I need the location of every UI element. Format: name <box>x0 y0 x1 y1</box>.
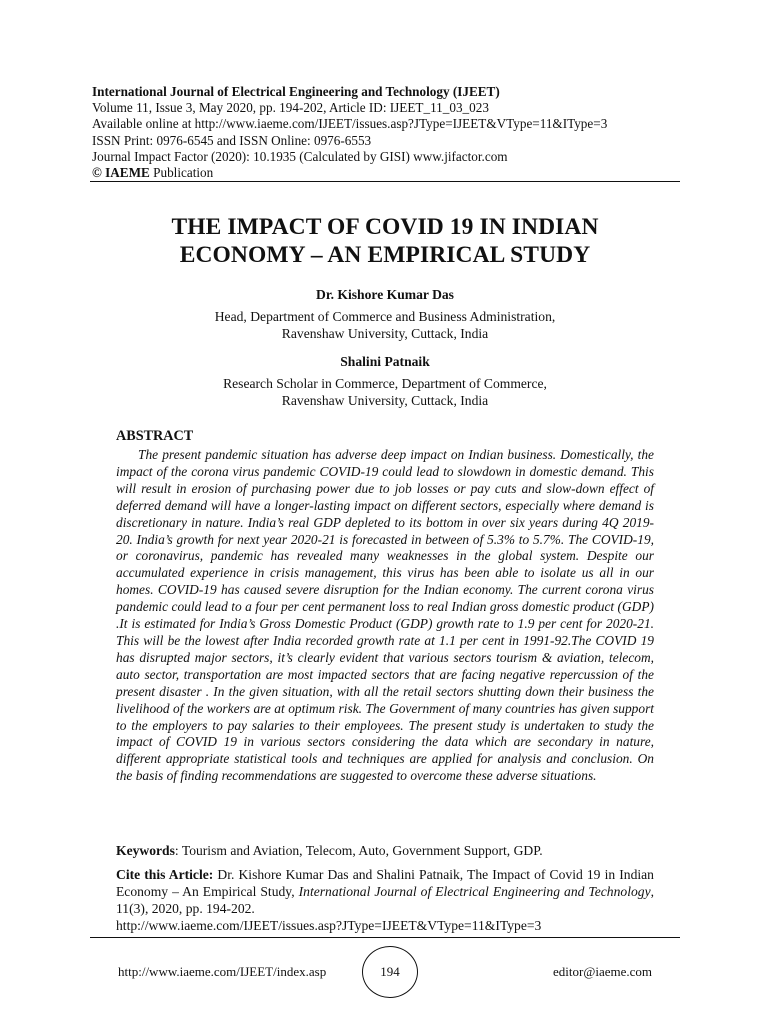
title-line-1: THE IMPACT OF COVID 19 IN INDIAN <box>171 214 599 240</box>
header-divider <box>90 181 680 182</box>
cite-journal: International Journal of Electrical Engineering and Technology <box>298 884 651 899</box>
cite-label: Cite this Article: <box>116 867 214 882</box>
copyright-brand: © IAEME <box>92 165 150 181</box>
copyright-line <box>92 165 682 181</box>
author-block-1 <box>90 286 680 343</box>
journal-header <box>92 84 682 181</box>
available-online-line: Available online at http://www.iaeme.com/IJEET/issues.asp?JType=IJEET&VType=11&IType=3 <box>92 116 608 132</box>
abstract-heading: ABSTRACT <box>116 428 194 444</box>
copyright-rest: Publication <box>149 165 214 181</box>
paper-title <box>90 213 680 269</box>
journal-title: International Journal of Electrical Engineering and Technology (IJEET) <box>92 84 500 99</box>
cite-url: http://www.iaeme.com/IJEET/issues.asp?JType=IJEET&VType=11&IType=3 <box>116 918 542 933</box>
volume-line: Volume 11, Issue 3, May 2020, pp. 194-202, Article ID: IJEET_11_03_023 <box>92 100 489 116</box>
author-name: Shalini Patnaik <box>340 354 430 369</box>
author-affiliation: Ravenshaw University, Cuttack, India <box>281 326 489 341</box>
impact-factor-line: Journal Impact Factor (2020): 10.1935 (Calculated by GISI) www.jifactor.com <box>92 148 508 164</box>
author-affiliation: Head, Department of Commerce and Business Administration, <box>214 308 556 324</box>
footer-divider <box>90 937 680 938</box>
author-name: Dr. Kishore Kumar Das <box>316 287 454 302</box>
title-line-2: ECONOMY – AN EMPIRICAL STUDY <box>179 242 591 268</box>
author-affiliation: Ravenshaw University, Cuttack, India <box>281 393 489 408</box>
issn-line: ISSN Print: 0976-6545 and ISSN Online: 0976-6553 <box>92 132 372 148</box>
author-block-2 <box>90 353 680 410</box>
cite-text: Dr. Kishore Kumar Das and Shalini Patnaik, The Impact of Covid 19 in Indian Economy – An Empirical Study, <box>116 867 654 899</box>
page-number: 194 <box>362 946 418 998</box>
cite-text-after: , 11(3), 2020, pp. 194-202. <box>116 884 655 916</box>
author-affiliation: Research Scholar in Commerce, Department of Commerce, <box>223 375 547 391</box>
keywords-label: Keywords <box>116 843 175 858</box>
keywords-line <box>116 842 654 859</box>
keywords-text: : Tourism and Aviation, Telecom, Auto, Government Support, GDP. <box>174 843 543 858</box>
footer-email: editor@iaeme.com <box>553 964 652 979</box>
footer-url: http://www.iaeme.com/IJEET/index.asp <box>118 964 327 979</box>
abstract-text: The present pandemic situation has adverse deep impact on Indian business. Domestically, the impact of the corona virus pandemic COVID-19 could lead to slowdown in domestic demand. This will result in erosion of purchasing power due to job losses or pay cuts and slow-down effect of deferred demand will have a longer-lasting impact on different sectors, especially where demand is discretionary in nature. India’s real GDP depleted to its bottom in over six years during 4Q 2019-20. India’s growth for next year 2020-21 is forecasted in between of 5.3% to 5.7%. The COVID-19, or coronavirus, pandemic has revealed many weaknesses in the global system. Despite our accumulated experience in crisis management, this virus has been able to isolate us all in our homes. COVID-19 has caused severe disruption for the Indian economy. The current corona virus pandemic could lead to a four per cent permanent loss to real Indian gross domestic product (GDP) .It is estimated for India’s Gross Domestic Product (GDP) growth rate to 1.9 per cent for 2020-21. This will be the lowest after India recorded growth rate at 1.1 per cent in 1991-92.The COVID 19 has disrupted major sectors, it’s clearly evident that various sectors tourism & aviation, telecom, auto sector, transportation are most impacted sectors that are facing negative repercussion of the present disaster . In the given situation, with all the retail sectors shutting down their business the livelihood of the workers are at optimum risk. The Government of many countries has given support to the employers to pay salaries to their employees. The present study is undertaken to study the impact of COVID 19 in various sectors considering the data which are secondary in nature, different appropriate statistical tools and techniques are applied for analysis and conclusion. On the basis of finding recommendations are suggested to overcome these adverse situations. <box>116 447 654 784</box>
citation-block <box>116 866 654 934</box>
